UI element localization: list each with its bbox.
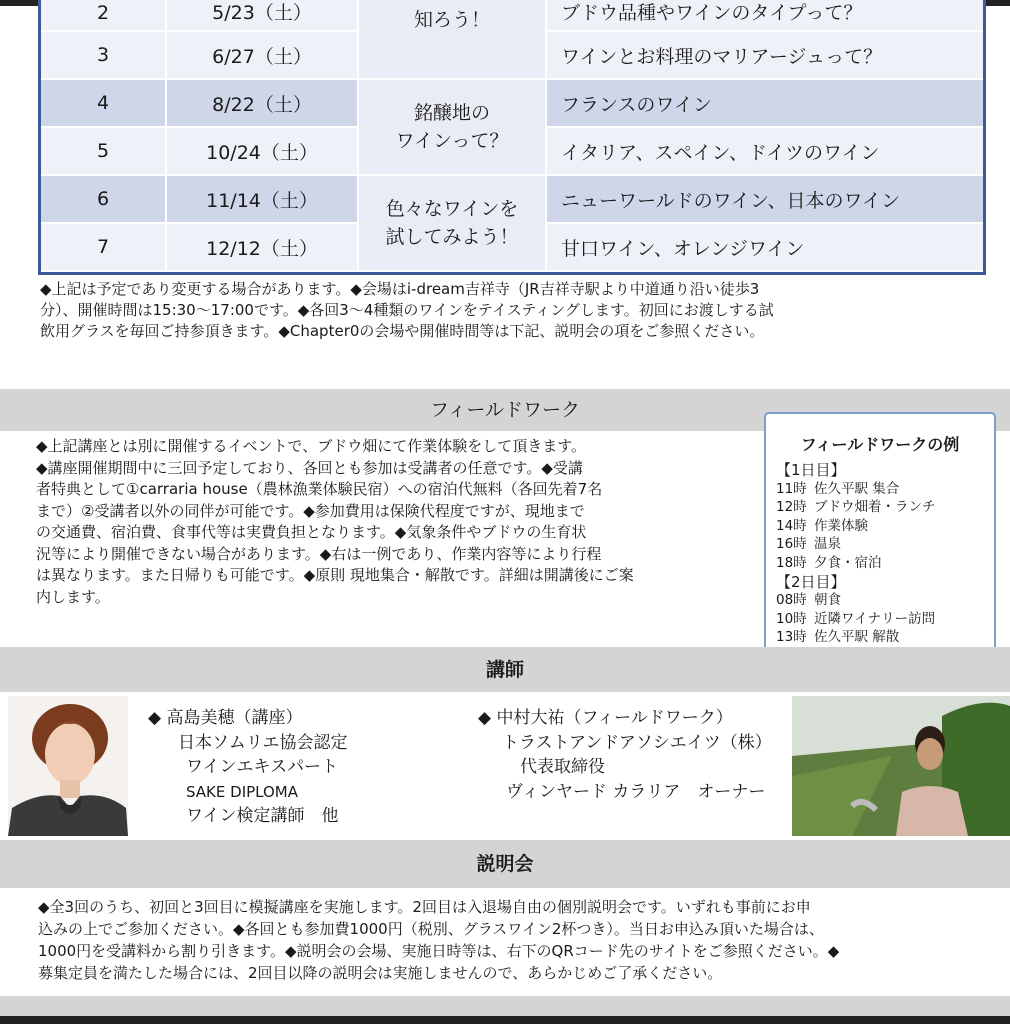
lecturer-photo-2 (792, 696, 1010, 836)
fieldwork-heading: フィールドワーク (0, 389, 1010, 431)
row-topic: ニューワールドのワイン、日本のワイン (546, 175, 983, 223)
row-topic: イタリア、スペイン、ドイツのワイン (546, 127, 983, 175)
row-date: 10/24（土） (166, 127, 358, 175)
lecturer-credential: 代表取締役 (520, 757, 605, 777)
text-line: 募集定員を満たした場合には、2回目以降の説明会は実施しませんので、あらかじめご了承ください。 (38, 964, 723, 982)
theme-text: ワインって？ (395, 130, 509, 152)
theme-text: 知ろう！ (413, 9, 490, 31)
schedule-item (776, 535, 994, 554)
theme-text: 色々なワインを (385, 198, 519, 220)
row-number: 2 (41, 0, 166, 31)
day-heading: 【2日目】 (776, 572, 846, 591)
schedule-item (776, 498, 994, 517)
row-date: 5/23（土） (166, 0, 358, 31)
row-date: 11/14（土） (166, 175, 358, 223)
item-time: 10時 (776, 610, 807, 627)
item-time: 11時 (776, 480, 807, 497)
lecturer-photo-1 (8, 696, 128, 836)
item-time: 18時 (776, 554, 807, 571)
schedule-table (38, 0, 986, 275)
example-title: フィールドワークの例 (800, 435, 960, 454)
item-text: 温泉 (814, 536, 841, 553)
row-number: 5 (41, 127, 166, 175)
day-heading: 【1日目】 (776, 461, 846, 479)
item-text: 近隣ワイナリー訪問 (814, 610, 936, 627)
item-time: 12時 (776, 499, 807, 516)
lecturer-credential: ワインエキスパート (186, 757, 339, 777)
note-line: ◆上記は予定であり変更する場合があります。◆会場はi-dream吉祥寺（JR吉祥寺駅より中道通り沿い徒歩3 (40, 280, 760, 298)
lecturers-heading: 講師 (0, 647, 1010, 693)
item-time: 08時 (776, 592, 807, 609)
row-number: 4 (41, 79, 166, 127)
row-topic: ブドウ品種やワインのタイプって？ (546, 0, 983, 31)
lecturers-section (0, 692, 1010, 838)
table-row (41, 79, 983, 127)
briefing-heading: 説明会 (0, 840, 1010, 888)
lecturer-credential: ワイン検定講師 他 (186, 806, 339, 826)
fieldwork-example-box (764, 412, 996, 669)
item-text: ブドウ畑着・ランチ (814, 499, 936, 516)
row-date: 12/12（土） (166, 223, 358, 271)
item-time: 16時 (776, 536, 807, 553)
briefing-description (38, 896, 978, 984)
lecturer-1-info (148, 706, 348, 829)
fieldwork-description (36, 436, 748, 608)
row-topic: フランスのワイン (546, 79, 983, 127)
item-text: 作業体験 (814, 517, 868, 534)
row-date: 6/27（土） (166, 31, 358, 79)
theme-cell-1 (358, 0, 546, 79)
text-line: 1000円を受講料から割り引きます。◆説明会の会場、実施日時等は、右下のQRコード先のサイトをご参照ください。◆ (38, 942, 840, 960)
text-line: 込みの上でご参加ください。◆各回とも参加費1000円（税別、グラスワイン2杯つき）。当日お申込み頂いた場合は、 (38, 920, 824, 938)
text-line: ◆全3回のうち、初回と3回目に模擬講座を実施します。2回目は入退場自由の個別説明会です。いずれも事前にお申 (38, 898, 811, 916)
lecturer-credential: 日本ソムリエ協会認定 (178, 732, 348, 753)
item-text: 朝食 (814, 592, 841, 609)
lecturer-credential: ヴィンヤード カラリア オーナー (506, 781, 766, 802)
schedule-item (776, 628, 994, 647)
theme-cell-2 (358, 79, 546, 175)
item-text: 佐久平駅 集合 (814, 480, 900, 497)
lecturer-2-info (478, 706, 772, 804)
schedule-item (776, 610, 994, 629)
note-line: 分）、開催時間は15:30～17:00です。◆各回3～4種類のワインをテイスティングします。初回にお渡しする試 (40, 301, 774, 319)
row-number: 3 (41, 31, 166, 79)
table-row (41, 175, 983, 223)
text-line: は異なります。また日帰りも可能です。◆原則 現地集合・解散です。詳細は開講後にご案 (36, 566, 634, 584)
table-row (41, 0, 983, 31)
item-time: 13時 (776, 629, 807, 646)
text-line: の交通費、宿泊費、食事代等は実費負担となります。◆気象条件やブドウの生育状 (36, 523, 587, 541)
theme-text: 銘醸地の (413, 102, 490, 124)
schedule-item (776, 591, 994, 610)
row-topic: ワインとお料理のマリアージュって？ (546, 31, 983, 79)
schedule-note (40, 279, 970, 342)
note-line: 飲用グラスを毎回ご持参頂きます。◆Chapter0の会場や開催時間等は下記、説明会の項をご参照ください。 (40, 322, 765, 340)
lecturer-name: ◆ 中村大祐（フィールドワーク） (478, 708, 733, 728)
bottom-edge (0, 1016, 1010, 1024)
lecturer-credential: トラストアンドアソシエイツ（株） (502, 732, 772, 753)
schedule-item (776, 480, 994, 499)
text-line: 者特典として①carraria house（農林漁業体験民宿）への宿泊代無料（各回先着7名 (36, 480, 603, 498)
item-text: 夕食・宿泊 (814, 554, 882, 571)
text-line: 内します。 (36, 587, 110, 606)
item-time: 14時 (776, 517, 807, 534)
schedule-item (776, 554, 994, 573)
text-line: ◆講座開催期間中に三回予定しており、各回とも参加は受講者の任意です。◆受講 (36, 458, 583, 477)
lecturer-name: ◆ 高島美穂（講座） (148, 708, 303, 728)
theme-cell-3 (358, 175, 546, 271)
item-text: 佐久平駅 解散 (814, 629, 900, 646)
row-number: 7 (41, 223, 166, 271)
schedule-item (776, 517, 994, 536)
next-section-band (0, 996, 1010, 1016)
theme-text: 試してみよう！ (385, 226, 519, 248)
text-line: 況等により開催できない場合があります。◆右は一例であり、作業内容等により行程 (36, 544, 602, 563)
row-date: 8/22（土） (166, 79, 358, 127)
text-line: まで）②受講者以外の同伴が可能です。◆参加費用は保険代程度ですが、現地まで (36, 501, 585, 520)
row-topic: 甘口ワイン、オレンジワイン (546, 223, 983, 271)
text-line: ◆上記講座とは別に開催するイベントで、ブドウ畑にて作業体験をして頂きます。 (36, 437, 587, 455)
lecturer-credential: SAKE DIPLOMA (186, 782, 298, 801)
row-number: 6 (41, 175, 166, 223)
